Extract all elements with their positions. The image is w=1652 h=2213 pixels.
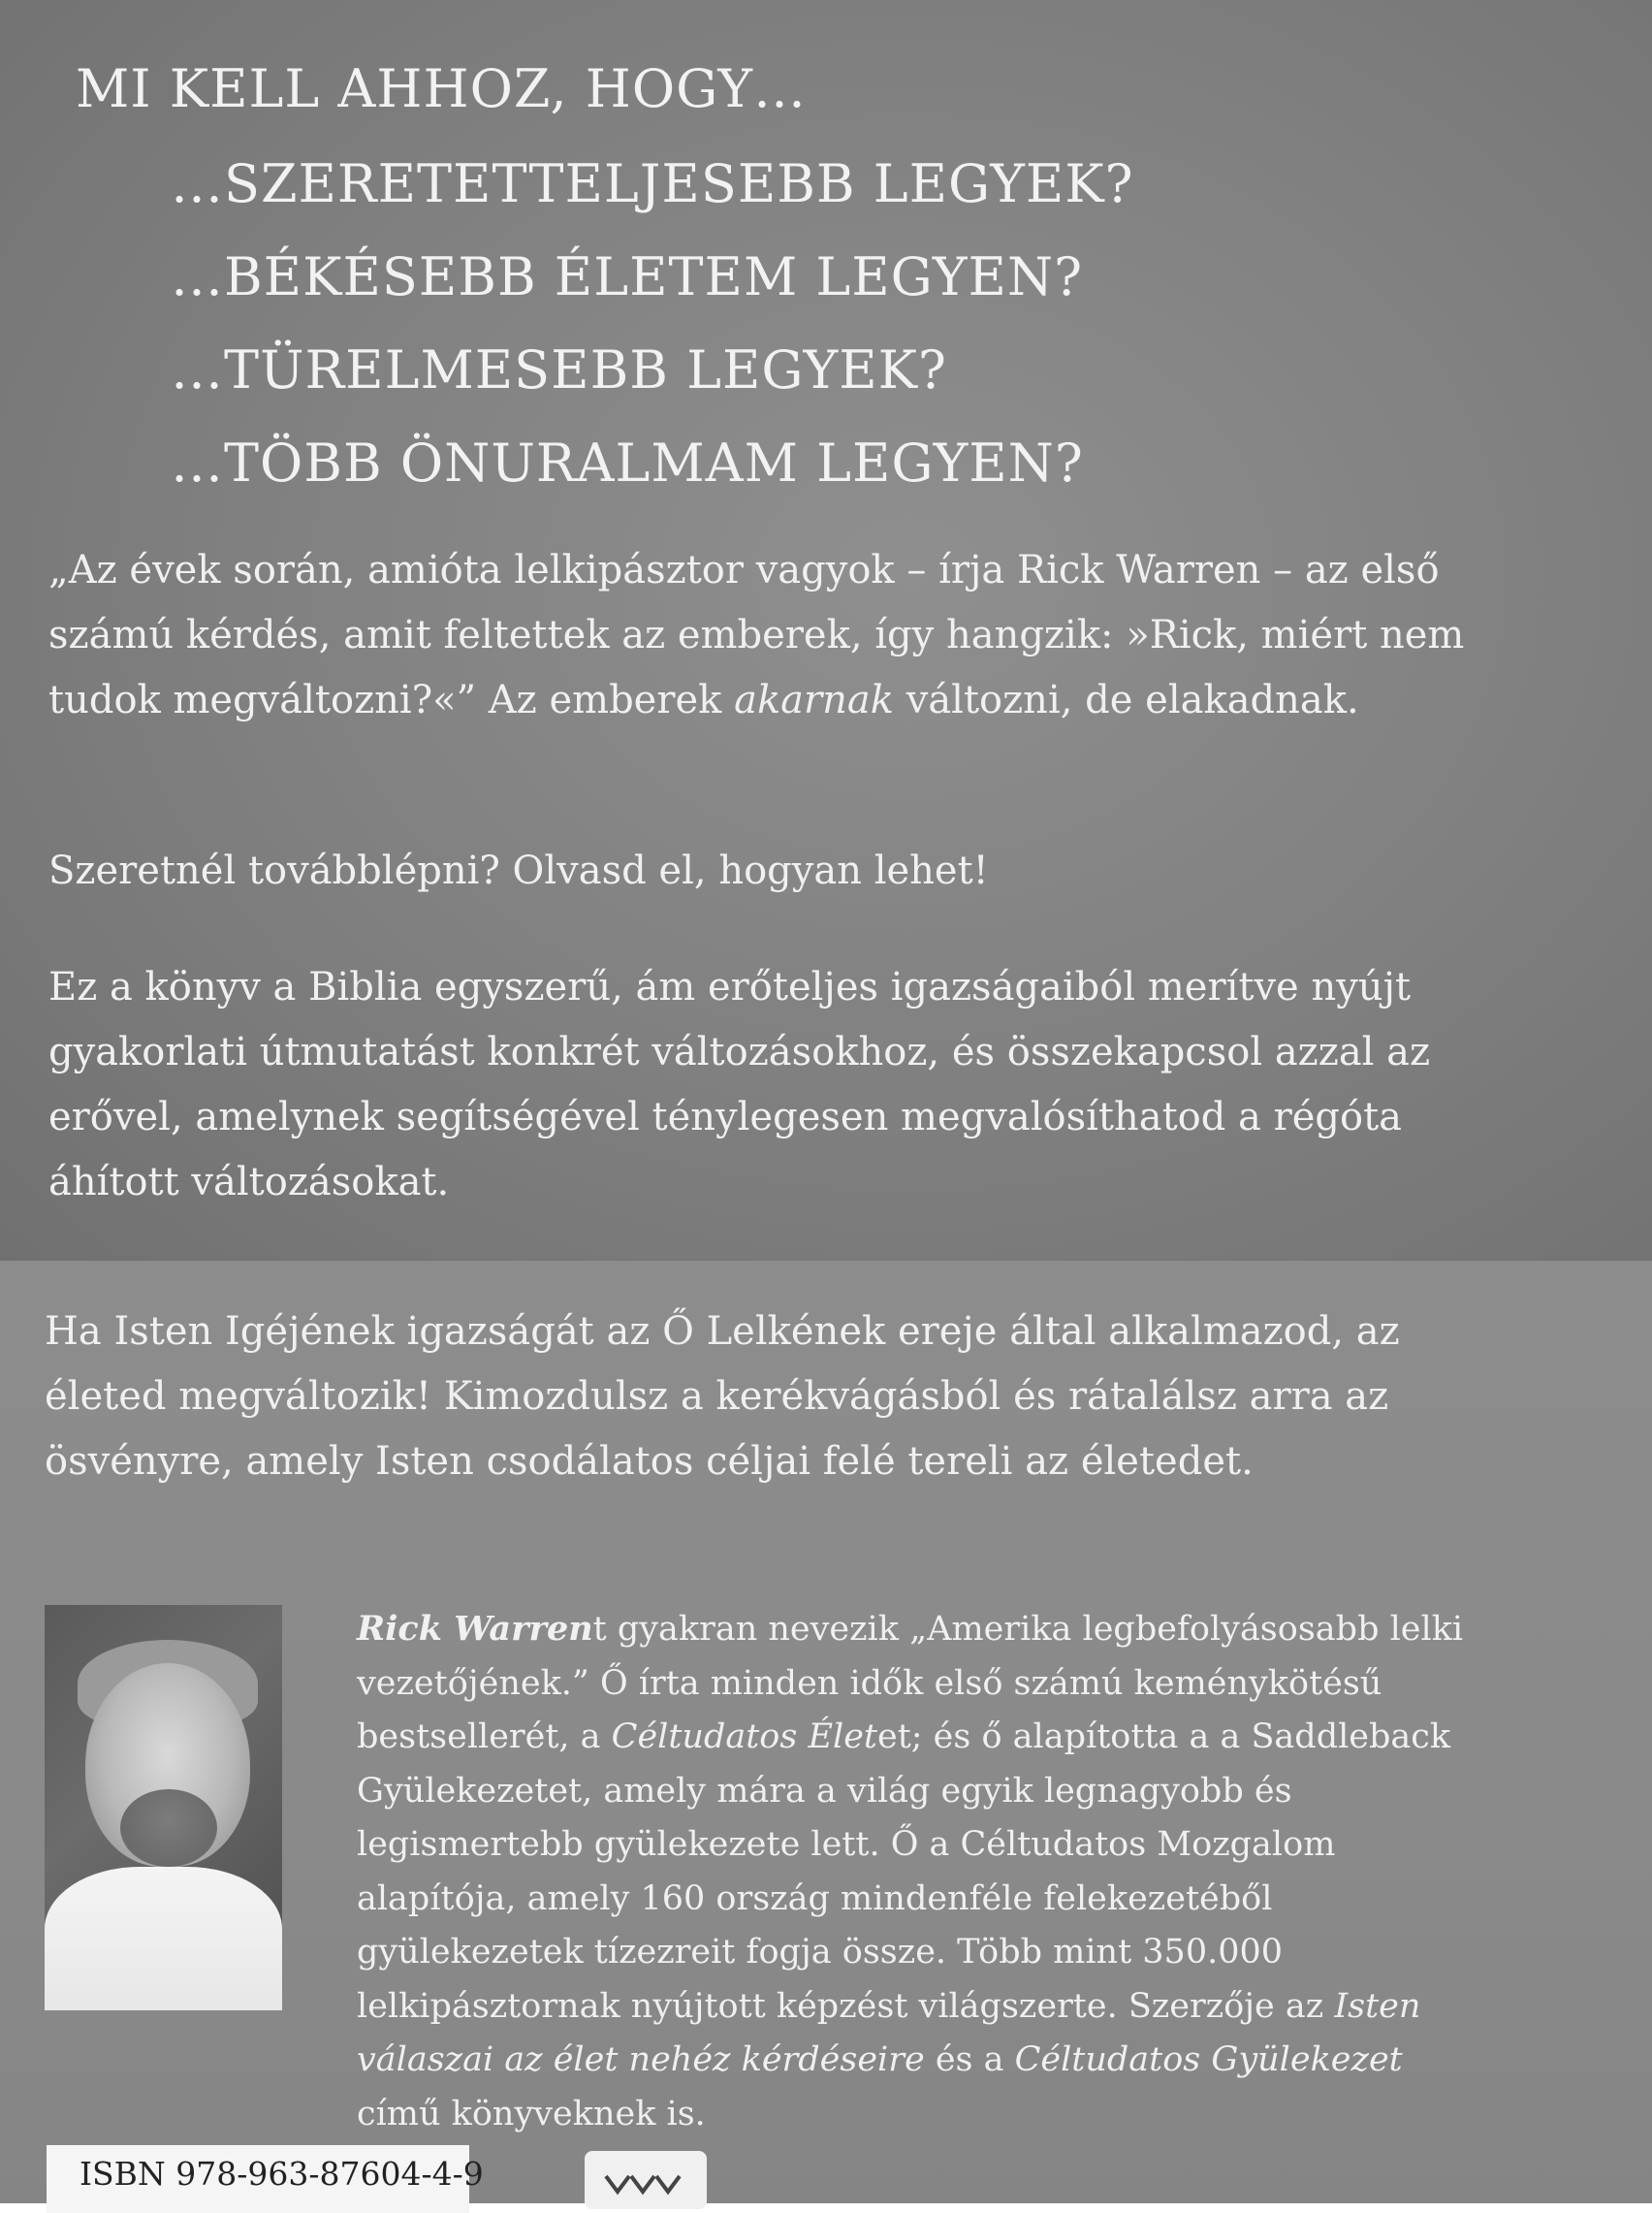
promise-paragraph: Ha Isten Igéjének igazságát az Ő Lelkének ereje által alkalmazod, az életed megváltozik! Kimozdulsz a kerékvágásból és rátalálsz arra az ösvényre, amely Isten csodálatos céljai felé tereli az életedet. <box>45 1309 1400 1484</box>
bio-text: című könyveknek is. <box>357 2094 706 2133</box>
quote-paragraph <box>48 538 1483 733</box>
headline-line-loving: …SZERETETTELJESEBB LEGYEK? <box>171 153 1134 214</box>
headline-line-selfcontrol: …TÖBB ÖNURALMAM LEGYEN? <box>171 433 1084 494</box>
bio-text: t gyakran nevezik „Amerika legbefolyásosabb lelki vezetőjének.” Ő írta minden idők első számú keménykötésű bestsellerét, a <box>357 1610 1464 1756</box>
invite-line: Szeretnél továbblépni? Olvasd el, hogyan lehet! <box>48 849 989 893</box>
book-title: Céltudatos Élet <box>611 1717 877 1756</box>
headline-question: MI KELL AHHOZ, HOGY… <box>76 58 807 119</box>
quote-emphasis: akarnak <box>734 678 894 722</box>
author-bio <box>357 1602 1472 2141</box>
author-name: Rick Warren <box>357 1609 593 1649</box>
headline-line-peaceful: …BÉKÉSEBB ÉLETEM LEGYEN? <box>171 246 1084 307</box>
publisher-logo <box>585 2151 707 2209</box>
publisher-logo-icon <box>602 2170 689 2197</box>
bio-text: et; és ő alapította a a Saddleback Gyülekezetet, amely mára a világ egyik legnagyobb és legismertebb gyülekezete lett. Ő a Céltudatos Mozgalom alapítója, amely 160 ország mindenféle felekezetéből gyülekezetek tízezreit fogja össze. Több mint 350.000 lelkipásztornak nyújtott képzést világszerte. Szerzője az <box>357 1717 1451 2026</box>
book-title: Céltudatos Gyülekezet <box>1014 2040 1403 2079</box>
author-shirt <box>45 1867 282 2010</box>
quote-text-end: változni, de elakadnak. <box>894 678 1359 722</box>
quote-text: „Az évek során, amióta lelkipásztor vagyok – írja Rick Warren – az első számú kérdés, amit feltettek az emberek, így hangzik: »Rick, miért nem tudok megváltozni?«” Az emberek <box>48 548 1465 722</box>
isbn-number: ISBN 978-963-87604-4-9 <box>79 2155 484 2193</box>
author-photo <box>45 1605 282 2010</box>
book-title: Isten válaszai az élet nehéz kérdéseire <box>357 1986 1421 2079</box>
description-paragraph: Ez a könyv a Biblia egyszerű, ám erőteljes igazságaiból merítve nyújt gyakorlati útmutatást konkrét változásokhoz, és összekapcsol azzal az erővel, amelynek segítségével ténylegesen megvalósíthatod a régóta áhított változásokat. <box>48 965 1431 1204</box>
author-beard <box>120 1789 217 1867</box>
bio-text: és a <box>924 2040 1015 2079</box>
headline-line-patient: …TÜRELMESEBB LEGYEK? <box>171 339 947 401</box>
